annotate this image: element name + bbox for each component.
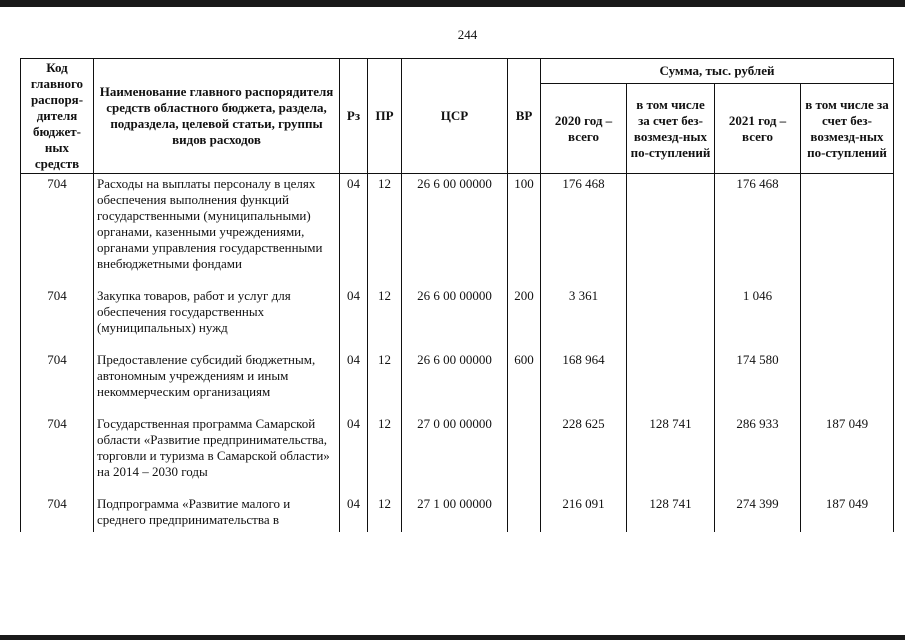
cell-2020-free: 128 741 (627, 496, 715, 532)
header-2020-free: в том числе за счет без-возмезд-ных по-ступлений (627, 84, 715, 174)
cell-code: 704 (21, 174, 94, 289)
top-scan-border (0, 0, 905, 7)
cell-2021-total: 174 580 (715, 352, 801, 416)
cell-rz: 04 (340, 288, 368, 352)
header-2021-total: 2021 год – всего (715, 84, 801, 174)
header-name: Наименование главного распорядителя средств областного бюджета, раздела, подраздела, целевой статьи, группы видов расходов (94, 59, 340, 174)
header-rz: Рз (340, 59, 368, 174)
cell-vr: 600 (508, 352, 541, 416)
cell-csr: 27 1 00 00000 (402, 496, 508, 532)
cell-2021-free: 187 049 (801, 496, 894, 532)
cell-pr: 12 (368, 352, 402, 416)
table-row (21, 288, 894, 352)
cell-rz: 04 (340, 174, 368, 289)
cell-pr: 12 (368, 496, 402, 532)
header-row-1 (21, 59, 894, 84)
budget-table (20, 58, 894, 532)
cell-rz: 04 (340, 352, 368, 416)
cell-2021-total: 286 933 (715, 416, 801, 496)
cell-vr: 200 (508, 288, 541, 352)
cell-2021-total: 176 468 (715, 174, 801, 289)
cell-csr: 26 6 00 00000 (402, 352, 508, 416)
cell-pr: 12 (368, 288, 402, 352)
cell-name: Подпрограмма «Развитие малого и среднего предпринимательства в (94, 496, 340, 532)
bottom-scan-border (0, 635, 905, 640)
cell-code: 704 (21, 496, 94, 532)
header-csr: ЦСР (402, 59, 508, 174)
table-row (21, 352, 894, 416)
cell-csr: 27 0 00 00000 (402, 416, 508, 496)
cell-2021-total: 274 399 (715, 496, 801, 532)
cell-rz: 04 (340, 496, 368, 532)
cell-2021-free (801, 352, 894, 416)
cell-name: Закупка товаров, работ и услуг для обеспечения государственных (муниципальных) нужд (94, 288, 340, 352)
cell-2020-free: 128 741 (627, 416, 715, 496)
cell-code: 704 (21, 416, 94, 496)
cell-pr: 12 (368, 416, 402, 496)
cell-2021-free (801, 174, 894, 289)
cell-vr (508, 416, 541, 496)
header-vr: ВР (508, 59, 541, 174)
table-row (21, 416, 894, 496)
cell-code: 704 (21, 352, 94, 416)
cell-name: Предоставление субсидий бюджетным, автономным учреждениям и иным некоммерческим организациям (94, 352, 340, 416)
cell-2020-free (627, 174, 715, 289)
cell-vr: 100 (508, 174, 541, 289)
cell-2021-free (801, 288, 894, 352)
cell-2021-total: 1 046 (715, 288, 801, 352)
table-row (21, 496, 894, 532)
cell-2020-total: 216 091 (541, 496, 627, 532)
cell-name: Расходы на выплаты персоналу в целях обеспечения выполнения функций государственными (муниципальными) органами, казенными учреждениями, органами управления государственными внебюджетными фондами (94, 174, 340, 289)
cell-2020-total: 3 361 (541, 288, 627, 352)
cell-2020-total: 168 964 (541, 352, 627, 416)
cell-name: Государственная программа Самарской области «Развитие предпринимательства, торговли и туризма в Самарской области» на 2014 – 2030 годы (94, 416, 340, 496)
cell-pr: 12 (368, 174, 402, 289)
cell-2020-total: 228 625 (541, 416, 627, 496)
header-code: Код главного распоря-дителя бюджет-ных средств (21, 59, 94, 174)
header-2020-total: 2020 год – всего (541, 84, 627, 174)
cell-vr (508, 496, 541, 532)
cell-code: 704 (21, 288, 94, 352)
cell-2021-free: 187 049 (801, 416, 894, 496)
header-sum-group: Сумма, тыс. рублей (541, 59, 894, 84)
table-row (21, 174, 894, 289)
header-pr: ПР (368, 59, 402, 174)
cell-2020-total: 176 468 (541, 174, 627, 289)
cell-rz: 04 (340, 416, 368, 496)
page-number: 244 (457, 27, 478, 42)
cell-2020-free (627, 352, 715, 416)
cell-csr: 26 6 00 00000 (402, 288, 508, 352)
cell-csr: 26 6 00 00000 (402, 174, 508, 289)
header-2021-free: в том числе за счет без-возмезд-ных по-ступлений (801, 84, 894, 174)
cell-2020-free (627, 288, 715, 352)
